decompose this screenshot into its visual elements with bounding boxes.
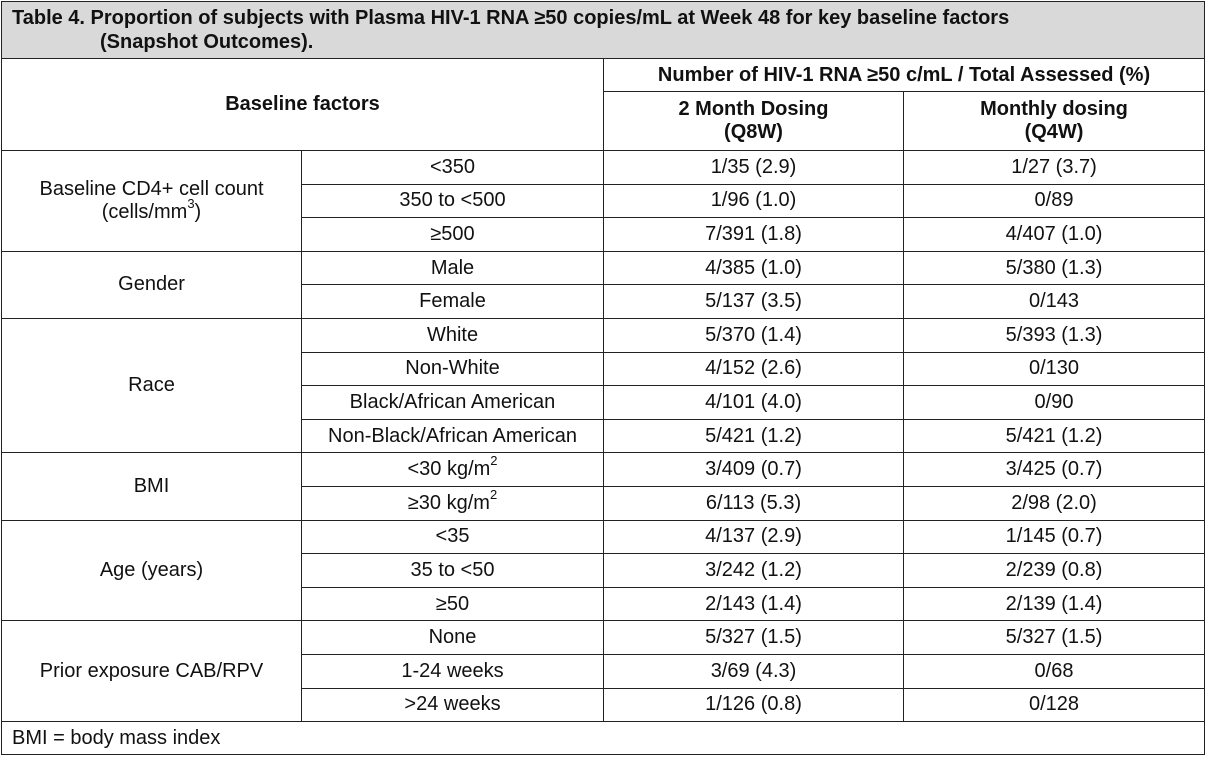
cell-q4w: 2/139 (1.4) <box>904 587 1205 621</box>
subgroup-label <box>302 386 604 420</box>
header-q4w-line1: Monthly dosing <box>980 98 1128 120</box>
subgroup-label-text: Female <box>419 290 486 313</box>
header-q8w <box>604 92 904 151</box>
cell-q4w: 0/130 <box>904 352 1205 386</box>
subgroup-label <box>302 554 604 588</box>
baseline-factors-table <box>1 1 1205 755</box>
header-baseline-factors: Baseline factors <box>2 59 604 151</box>
group-label-text: Gender <box>118 273 185 296</box>
subgroup-label <box>302 419 604 453</box>
cell-q8w: 3/409 (0.7) <box>604 453 904 487</box>
subgroup-label-text: 1-24 weeks <box>401 659 504 682</box>
subgroup-label <box>302 453 604 487</box>
cell-q8w: 3/69 (4.3) <box>604 654 904 688</box>
table-row <box>2 453 1205 487</box>
subgroup-label <box>302 654 604 688</box>
subgroup-label-text: White <box>426 323 479 346</box>
cell-q8w: 5/421 (1.2) <box>604 419 904 453</box>
cell-q8w: 4/152 (2.6) <box>604 352 904 386</box>
table-row <box>2 520 1205 554</box>
group-label <box>2 621 302 722</box>
subgroup-label-text: Non-White <box>405 357 500 380</box>
cell-q4w: 1/27 (3.7) <box>904 151 1205 185</box>
subgroup-label-text: 35 to <50 <box>410 558 495 581</box>
cell-q8w: 5/137 (3.5) <box>604 285 904 319</box>
cell-q8w: 1/35 (2.9) <box>604 151 904 185</box>
subgroup-label-superscript: 2 <box>490 453 498 469</box>
subgroup-label-text: Male <box>430 256 475 279</box>
subgroup-label <box>302 520 604 554</box>
cell-q8w: 6/113 (5.3) <box>604 486 904 520</box>
subgroup-label <box>302 251 604 285</box>
header-q8w-line1: 2 Month Dosing <box>678 98 829 120</box>
cell-q8w: 1/126 (0.8) <box>604 688 904 722</box>
cell-q8w: 5/327 (1.5) <box>604 621 904 655</box>
group-label <box>2 151 302 252</box>
cell-q8w: 4/137 (2.9) <box>604 520 904 554</box>
subgroup-label <box>302 184 604 218</box>
cell-q4w: 3/425 (0.7) <box>904 453 1205 487</box>
group-label-close: ) <box>194 200 202 223</box>
table-footnote: BMI = body mass index <box>2 722 1205 755</box>
group-label <box>2 318 302 452</box>
header-q8w-line2: (Q8W) <box>724 121 783 143</box>
cell-q4w: 5/393 (1.3) <box>904 318 1205 352</box>
table-caption <box>2 2 1205 59</box>
cell-q4w: 1/145 (0.7) <box>904 520 1205 554</box>
table-row <box>2 251 1205 285</box>
group-label-text: Baseline CD4+ cell count <box>39 177 264 200</box>
subgroup-label-text: <350 <box>429 155 476 178</box>
cell-q8w: 4/385 (1.0) <box>604 251 904 285</box>
cell-q8w: 1/96 (1.0) <box>604 184 904 218</box>
subgroup-label-text: Non-Black/African American <box>328 424 577 447</box>
header-q4w <box>904 92 1205 151</box>
cell-q4w: 4/407 (1.0) <box>904 218 1205 252</box>
cell-q8w: 3/242 (1.2) <box>604 554 904 588</box>
table-row <box>2 318 1205 352</box>
cell-q8w: 4/101 (4.0) <box>604 386 904 420</box>
table-body <box>2 151 1205 722</box>
subgroup-label-text: <30 kg/m <box>407 458 491 481</box>
cell-q4w: 5/380 (1.3) <box>904 251 1205 285</box>
cell-q4w: 5/327 (1.5) <box>904 621 1205 655</box>
caption-line1: Table 4. Proportion of subjects with Plasma HIV-1 RNA ≥50 copies/mL at Week 48 for key baseline factors <box>12 7 1010 29</box>
cell-q8w: 7/391 (1.8) <box>604 218 904 252</box>
header-group-title: Number of HIV-1 RNA ≥50 c/mL / Total Assessed (%) <box>604 59 1205 92</box>
subgroup-label <box>302 486 604 520</box>
cell-q4w: 0/128 <box>904 688 1205 722</box>
cell-q4w: 0/89 <box>904 184 1205 218</box>
caption-line2: (Snapshot Outcomes). <box>100 31 314 53</box>
group-label-text: Prior exposure CAB/RPV <box>39 659 264 682</box>
subgroup-label <box>302 688 604 722</box>
subgroup-label-text: 350 to <500 <box>399 189 506 212</box>
cell-q4w: 2/239 (0.8) <box>904 554 1205 588</box>
cell-q8w: 2/143 (1.4) <box>604 587 904 621</box>
group-label <box>2 520 302 621</box>
cell-q4w: 0/90 <box>904 386 1205 420</box>
cell-q4w: 0/143 <box>904 285 1205 319</box>
header-q4w-line2: (Q4W) <box>1024 121 1084 143</box>
subgroup-label-text: <35 <box>435 525 470 548</box>
group-label-superscript: 3 <box>187 196 195 212</box>
subgroup-label-text: ≥30 kg/m <box>407 491 490 514</box>
group-label <box>2 453 302 520</box>
subgroup-label <box>302 621 604 655</box>
subgroup-label <box>302 285 604 319</box>
subgroup-label <box>302 218 604 252</box>
subgroup-label-superscript: 2 <box>489 487 498 503</box>
subgroup-label-text: None <box>428 626 477 649</box>
subgroup-label-text: >24 weeks <box>404 693 501 716</box>
subgroup-label-text: ≥50 <box>435 592 470 615</box>
subgroup-label-text: Black/African American <box>349 390 556 413</box>
subgroup-label <box>302 318 604 352</box>
table-row <box>2 621 1205 655</box>
subgroup-label <box>302 352 604 386</box>
cell-q8w: 5/370 (1.4) <box>604 318 904 352</box>
group-label-unit: (cells/mm <box>101 200 188 223</box>
group-label-text: Age (years) <box>99 558 204 581</box>
subgroup-label <box>302 151 604 185</box>
cell-q4w: 5/421 (1.2) <box>904 419 1205 453</box>
group-label <box>2 251 302 318</box>
subgroup-label <box>302 587 604 621</box>
group-label-text: BMI <box>133 474 170 497</box>
table-row <box>2 151 1205 185</box>
cell-q4w: 0/68 <box>904 654 1205 688</box>
cell-q4w: 2/98 (2.0) <box>904 486 1205 520</box>
subgroup-label-text: ≥500 <box>430 222 475 245</box>
group-label-text: Race <box>128 374 175 397</box>
